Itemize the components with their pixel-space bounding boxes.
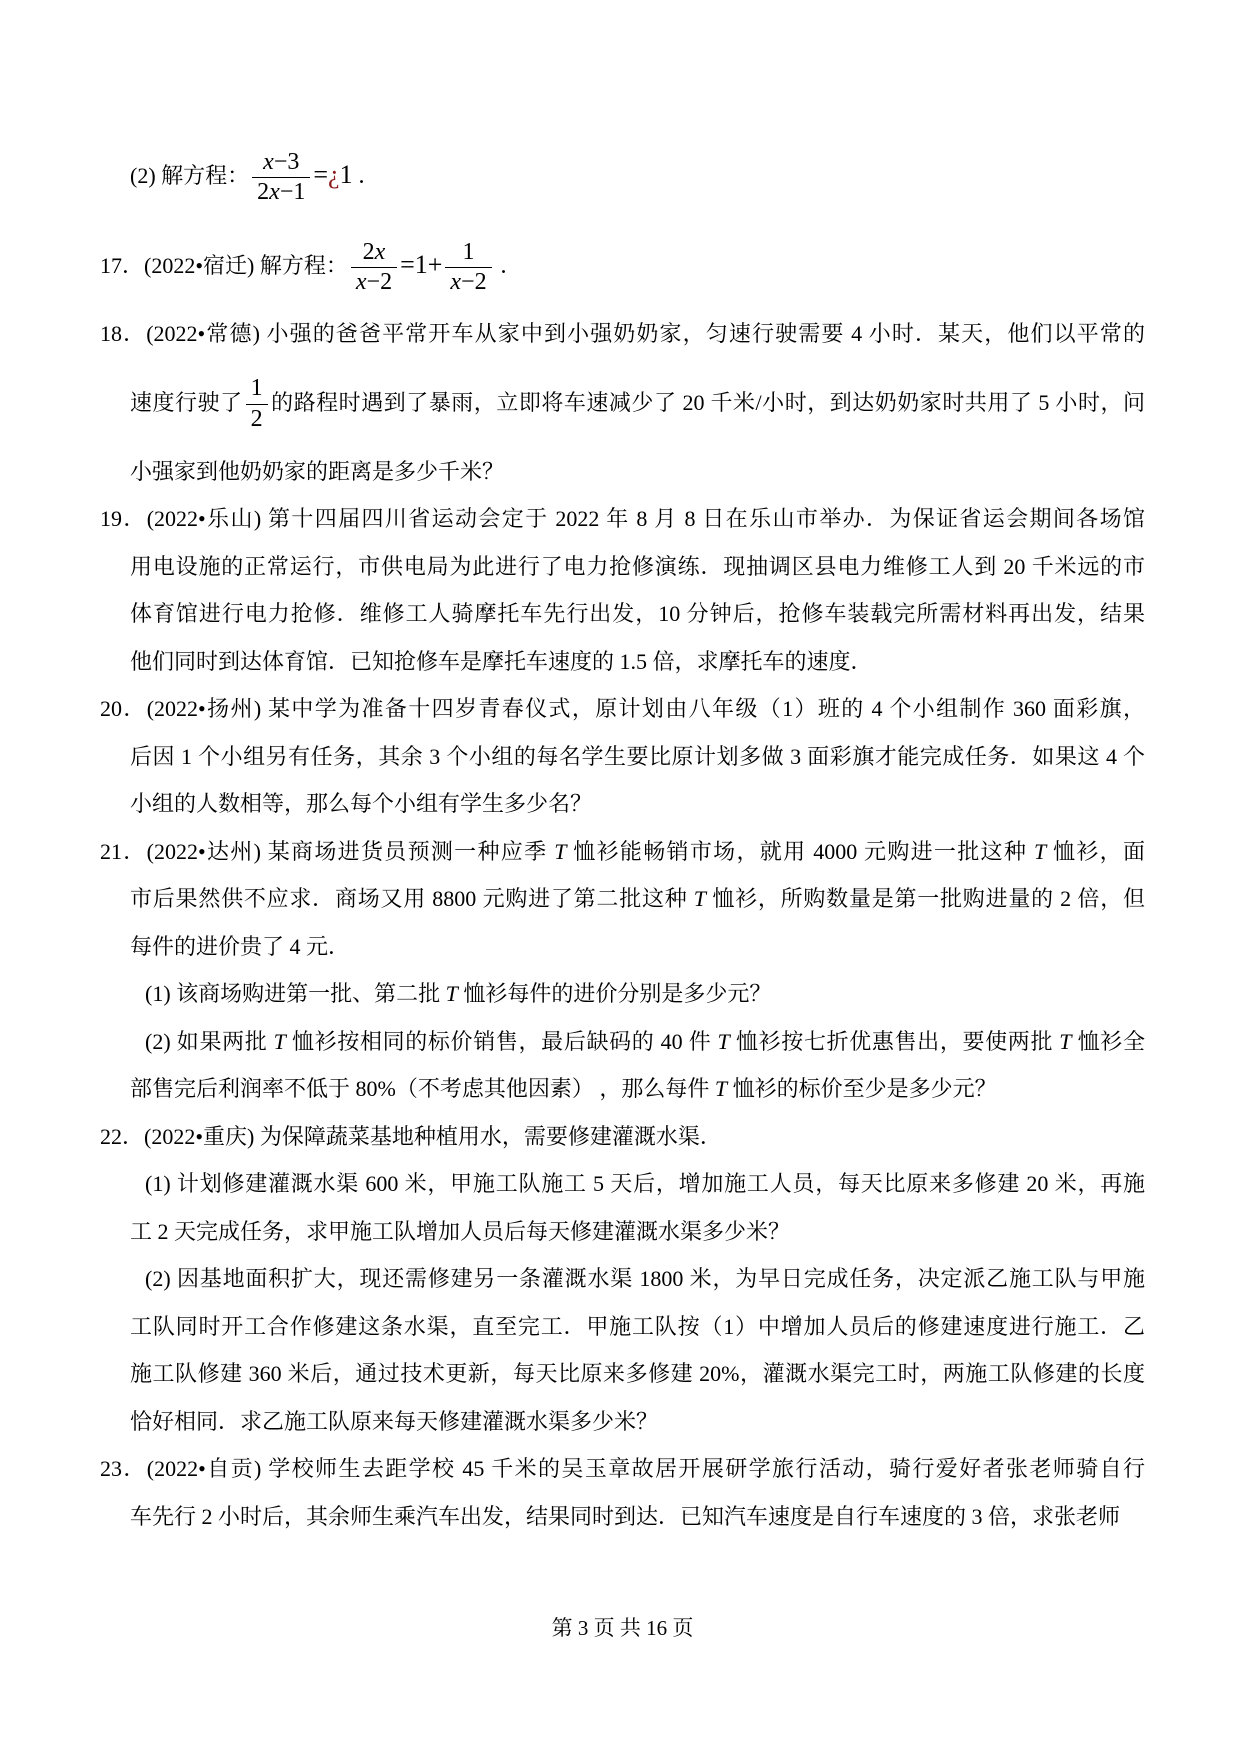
italic-variable: T xyxy=(273,1028,286,1054)
text-run: 速度行驶了 xyxy=(130,389,243,415)
text-run: 小强家到他奶奶家的距离是多少千米？ xyxy=(130,458,505,484)
text-line xyxy=(100,310,1145,358)
text-line xyxy=(100,828,1145,876)
page-footer: 第 3 页 共 16 页 xyxy=(551,1616,694,1640)
text-line xyxy=(100,1445,1145,1493)
text-line xyxy=(130,1398,1145,1446)
text-line xyxy=(145,970,1145,1018)
text-run: 后因 1 个小组另有任务，其余 3 个小组的每名学生要比原计划多做 3 面彩旗才能完成任务．如果这 4 个 xyxy=(130,743,1145,769)
text-run: 恤衫，面 xyxy=(1046,838,1145,864)
text-line xyxy=(130,448,1145,496)
text-line xyxy=(130,1065,1145,1113)
text-line xyxy=(130,1208,1145,1256)
text-line xyxy=(145,1255,1145,1303)
text-run: 恤衫按七折优惠售出，要使两批 xyxy=(729,1028,1060,1054)
text-run: 部售完后利润率不低于 80%（不考虑其他因素） ，那么每件 xyxy=(130,1076,715,1101)
text-run: 恤衫，所购数量是第一批购进量的 2 倍，但 xyxy=(706,886,1145,911)
text-run: ． xyxy=(494,253,523,278)
italic-variable: T xyxy=(1059,1028,1072,1054)
italic-variable: T xyxy=(714,1076,728,1101)
text-run: 恤衫按相同的标价销售，最后缺码的 40 件 xyxy=(285,1028,718,1054)
math-text: 1 xyxy=(339,160,353,189)
text-line xyxy=(130,358,1145,448)
text-line xyxy=(100,495,1145,543)
text-run: 恤衫每件的进价分别是多少元？ xyxy=(457,981,772,1006)
italic-variable: T xyxy=(717,1028,730,1054)
math-text: =1+ xyxy=(400,250,443,279)
text-run: 施工队修建 360 米后，通过技术更新，每天比原来多修建 20%，灌溉水渠完工时，两施工队修建的长度 xyxy=(130,1361,1145,1386)
text-run: 体育馆进行电力抢修．维修工人骑摩托车先行出发，10 分钟后，抢修车装载完所需材料再出发，结果 xyxy=(130,601,1145,626)
text-run: 车先行 2 小时后，其余师生乘汽车出发，结果同时到达．已知汽车速度是自行车速度的 3 倍，求张老师 xyxy=(130,1503,1121,1529)
text-run: 工队同时开工合作修建这条水渠，直至完工．甲施工队按（1）中增加人员后的修建速度进行施工．乙 xyxy=(130,1313,1145,1339)
text-line xyxy=(100,220,1145,310)
text-run: 17．(2022•宿迁) 解方程： xyxy=(100,253,348,278)
text-line xyxy=(145,1160,1145,1208)
italic-variable: T xyxy=(693,886,707,911)
text-run: 用电设施的正常运行，市供电局为此进行了电力抢修演练．现抽调区县电力维修工人到 20 千米远的市 xyxy=(130,553,1145,579)
text-run: (1) 计划修建灌溉水渠 600 米，甲施工队施工 5 天后，增加施工人员，每天比原来多修建 20 米，再施 xyxy=(145,1171,1145,1196)
text-line xyxy=(130,733,1145,781)
text-run: 18．(2022•常德) 小强的爸爸平常开车从家中到小强奶奶家，匀速行驶需要 4 小时．某天，他们以平常的 xyxy=(100,321,1145,346)
text-run: 19．(2022•乐山) 第十四届四川省运动会定于 2022 年 8 月 8 日在乐山市举办．为保证省运会期间各场馆 xyxy=(100,506,1145,531)
text-run: 他们同时到达体育馆．已知抢修车是摩托车速度的 1.5 倍，求摩托车的速度． xyxy=(130,648,873,674)
text-line xyxy=(130,875,1145,923)
text-line xyxy=(130,543,1145,591)
text-run: ． xyxy=(352,163,381,188)
text-run: 市后果然供不应求．商场又用 8800 元购进了第二批这种 xyxy=(130,886,694,911)
text-run: (2) 如果两批 xyxy=(145,1028,274,1054)
text-line xyxy=(145,1018,1145,1066)
text-run: 21．(2022•达州) 某商场进货员预测一种应季 xyxy=(100,838,555,864)
fraction: $\frac{2x}{x-2}$ xyxy=(348,239,400,297)
text-run: 恤衫的标价至少是多少元？ xyxy=(727,1076,997,1101)
text-line xyxy=(130,1350,1145,1398)
text-line xyxy=(130,1303,1145,1351)
fraction: $\frac{1}{2}$ xyxy=(243,375,271,433)
text-line xyxy=(130,638,1145,686)
italic-variable: T xyxy=(1033,838,1047,864)
text-run: 恰好相同．求乙施工队原来每天修建灌溉水渠多少米？ xyxy=(130,1408,659,1434)
text-line xyxy=(130,780,1145,828)
text-run: 工 2 天完成任务，求甲施工队增加人员后每天修建灌溉水渠多少米？ xyxy=(130,1218,791,1244)
text-run: (1) 该商场购进第一批、第二批 xyxy=(145,981,446,1006)
fraction: $\frac{x-3}{2x-1}$ xyxy=(249,149,313,207)
fraction: $\frac{1}{x-2}$ xyxy=(442,239,494,297)
text-line xyxy=(130,923,1145,971)
text-run: 每件的进价贵了 4 元． xyxy=(130,933,351,959)
text-run: (2) 解方程： xyxy=(130,163,250,188)
text-line xyxy=(100,685,1145,733)
text-run: 的路程时遇到了暴雨，立即将车速减少了 20 千米/小时，到达奶奶家时共用了 5 小时，问 xyxy=(270,389,1145,415)
text-run: 22．(2022•重庆) 为保障蔬菜基地种植用水，需要修建灌溉水渠． xyxy=(100,1123,722,1149)
text-line xyxy=(100,1113,1145,1161)
text-line xyxy=(130,130,1145,220)
italic-variable: T xyxy=(554,838,567,864)
text-run: (2) 因基地面积扩大，现还需修建另一条灌溉水渠 1800 米，为早日完成任务，决定派乙施工队与甲施 xyxy=(145,1266,1145,1291)
text-run: 23．(2022•自贡) 学校师生去距学校 45 千米的吴玉章故居开展研学旅行活动，骑行爱好者张老师骑自行 xyxy=(100,1456,1145,1481)
document-lines xyxy=(100,130,1145,1540)
text-run: 恤衫全 xyxy=(1071,1028,1145,1054)
text-run: 20．(2022•扬州) 某中学为准备十四岁青春仪式，原计划由八年级（1）班的 4 个小组制作 360 面彩旗， xyxy=(100,696,1145,721)
text-run: 小组的人数相等，那么每个小组有学生多少名？ xyxy=(130,791,593,816)
text-line xyxy=(130,1493,1145,1541)
text-line xyxy=(130,590,1145,638)
math-text: = xyxy=(313,160,329,189)
italic-variable: T xyxy=(445,981,458,1006)
formula-artifact: ¿ xyxy=(328,160,340,189)
text-run: 恤衫能畅销市场，就用 4000 元购进一批这种 xyxy=(566,838,1034,864)
